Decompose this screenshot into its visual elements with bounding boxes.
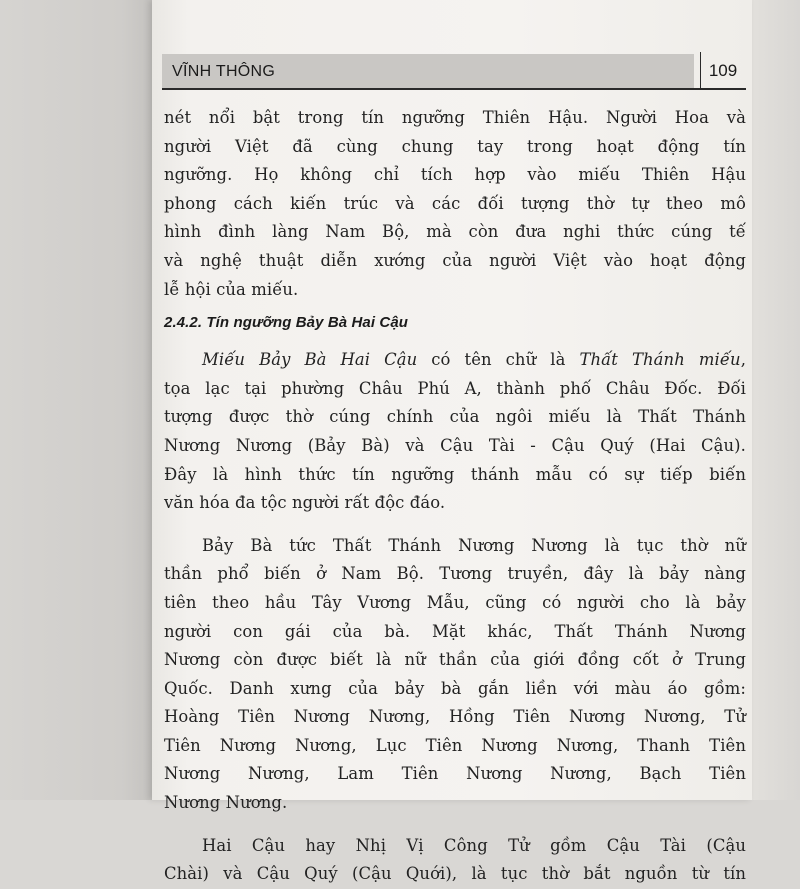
section-heading: 2.4.2. Tín ngưỡng Bảy Bà Hai Cậu bbox=[164, 314, 409, 332]
background-surface bbox=[752, 0, 800, 800]
text-line: Tiên Nương Nương, Lục Tiên Nương Nương, Thanh Tiên bbox=[164, 735, 746, 755]
text-line bbox=[164, 346, 746, 375]
italic-phrase: Thất Thánh miếu bbox=[579, 350, 741, 370]
book-page bbox=[152, 0, 752, 884]
paragraph-gap bbox=[164, 518, 746, 532]
header-rule bbox=[162, 88, 746, 90]
paragraph bbox=[164, 346, 746, 518]
adjacent-page-edge bbox=[0, 0, 152, 800]
text-span: , bbox=[740, 350, 747, 370]
text-span: có tên chữ là bbox=[417, 350, 580, 370]
paragraph bbox=[164, 104, 746, 304]
text-line: tọa lạc tại phường Châu Phú A, thành phố Châu Đốc. Đối bbox=[164, 378, 746, 398]
text-line: Nương Nương (Bảy Bà) và Cậu Tài - Cậu Quý (Hai Cậu). bbox=[164, 435, 746, 455]
text-line: Quốc. Danh xưng của bảy bà gắn liền với màu áo gồm: bbox=[164, 678, 746, 698]
text-line: Nương còn được biết là nữ thần của giới đồng cốt ở Trung bbox=[164, 650, 746, 670]
text-line: Hai Cậu hay Nhị Vị Công Tử gồm Cậu Tài (Cậu bbox=[202, 835, 746, 855]
text-line: hình đình làng Nam Bộ, mà còn đưa nghi thức cúng tế bbox=[164, 222, 746, 242]
paragraph bbox=[164, 532, 746, 818]
text-line: người con gái của bà. Mặt khác, Thất Thánh Nương bbox=[164, 621, 746, 641]
text-line: tượng được thờ cúng chính của ngôi miếu là Thất Thánh bbox=[164, 407, 746, 427]
text-line: Bảy Bà tức Thất Thánh Nương Nương là tục thờ nữ bbox=[202, 535, 746, 555]
text-line: Nương Nương. bbox=[164, 793, 288, 813]
text-line: lễ hội của miếu. bbox=[164, 279, 299, 299]
text-line: Chài) và Cậu Quý (Cậu Quới), là tục thờ bắt nguồn từ tín bbox=[164, 864, 746, 884]
text-line: nét nổi bật trong tín ngưỡng Thiên Hậu. Người Hoa và bbox=[164, 108, 746, 127]
body-text bbox=[164, 104, 746, 889]
text-line: và nghệ thuật diễn xướng của người Việt vào hoạt động bbox=[164, 250, 746, 270]
paragraph-gap bbox=[164, 818, 746, 832]
text-line: thần phổ biến ở Nam Bộ. Tương truyền, đây là bảy nàng bbox=[164, 564, 746, 584]
text-line: người Việt đã cùng chung tay trong hoạt động tín bbox=[164, 136, 746, 156]
text-line: ngưỡng. Họ không chỉ tích hợp vào miếu Thiên Hậu bbox=[164, 165, 746, 185]
text-line: Đây là hình thức tín ngưỡng thánh mẫu có sự tiếp biến bbox=[164, 464, 746, 484]
text-line: tiên theo hầu Tây Vương Mẫu, cũng có người cho là bảy bbox=[164, 592, 746, 612]
running-header-title: VĨNH THÔNG bbox=[172, 63, 276, 80]
page-number: 109 bbox=[700, 52, 745, 88]
text-line: phong cách kiến trúc và các đối tượng thờ tự theo mô bbox=[164, 193, 746, 213]
text-line: Nương Nương, Lam Tiên Nương Nương, Bạch Tiên bbox=[164, 764, 746, 784]
paragraph bbox=[164, 832, 746, 889]
text-line: văn hóa đa tộc người rất độc đáo. bbox=[164, 493, 446, 513]
italic-phrase: Miếu Bảy Bà Hai Cậu bbox=[202, 350, 418, 370]
text-line: Hoàng Tiên Nương Nương, Hồng Tiên Nương Nương, Tử bbox=[164, 707, 746, 727]
